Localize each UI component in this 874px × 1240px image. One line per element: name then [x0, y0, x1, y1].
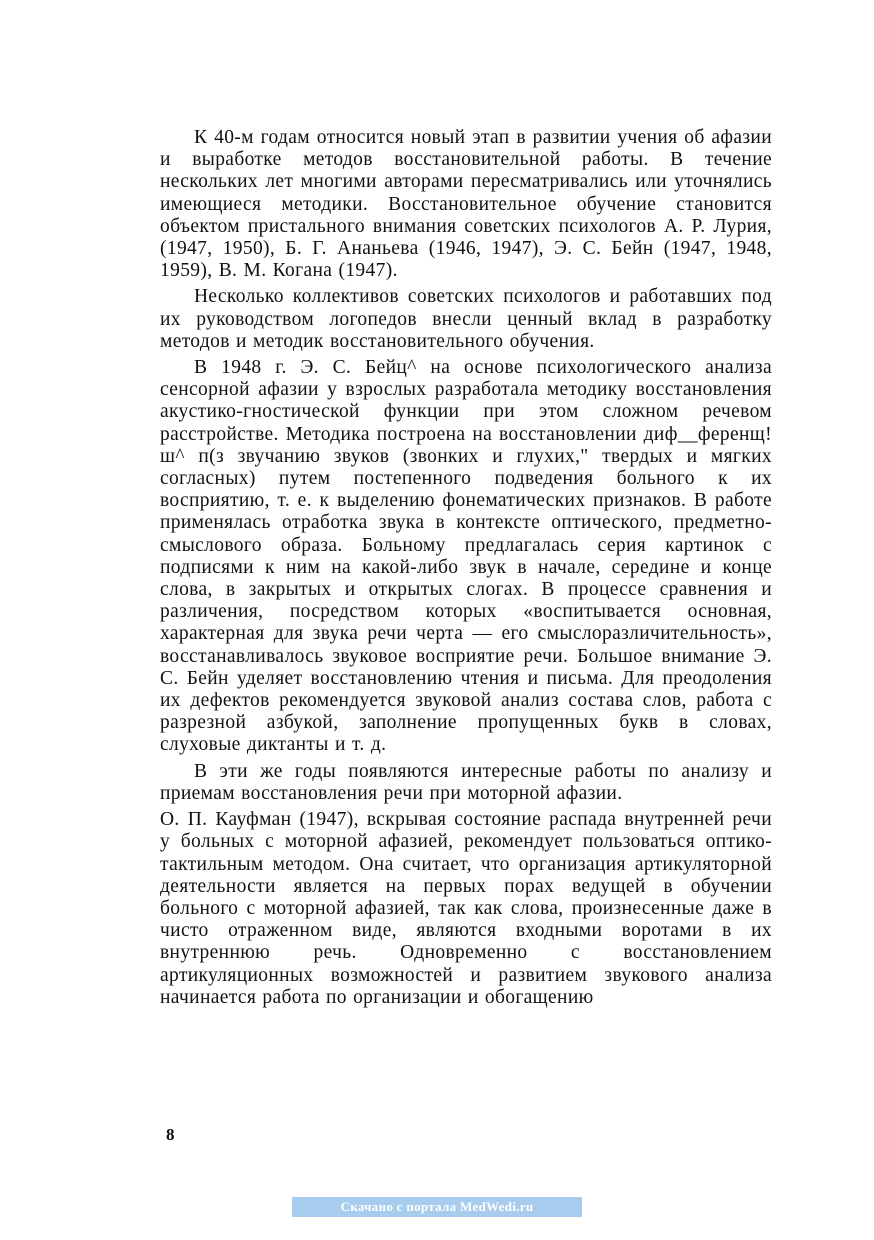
paragraph-1: К 40-м годам относится новый этап в развитии учения об афазии и выработке методов восстановительной работы. В течение нескольких лет многими авторами пересматривались или уточнялись имеющиеся методики. Восстановительное обучение становится объектом пристального внимания советских психологов А. Р. Лурия, (1947, 1950), Б. Г. Ананьева (1946, 1947), Э. С. Бейн (1947, 1948, 1959), В. М. Когана (1947).	[160, 127, 772, 282]
body-text	[160, 127, 772, 1013]
paragraph-3: В 1948 г. Э. С. Бейц^ на основе психологического анализа сенсорной афазии у взрослых разработала методику восстановления акустико-гностической функции при этом сложном речевом расстройстве. Методика построена на восстановлении диф__ференщ!ш^ п(з звучанию звуков (звонких и глухих," твердых и мягких согласных) путем постепенного подведения больного к их восприятию, т. е. к выделению фонематических признаков. В работе применялась отработка звука в контексте оптического, предметно-смыслового образа. Больному предлагалась серия картинок с подписями к ним на какой-либо звук в начале, середине и конце слова, в закрытых и открытых слогах. В процессе сравнения и различения, посредством которых «воспитывается основная, характерная для звука речи черта — его смыслоразличительность», восстанавливалось звуковое восприятие речи. Большое внимание Э. С. Бейн уделяет восстановлению чтения и письма. Для преодоления их дефектов рекомендуется звуковой анализ состава слов, работа с разрезной азбукой, заполнение пропущенных букв в словах, слуховые диктанты и т. д.	[160, 357, 772, 756]
paragraph-4: В эти же годы появляются интересные работы по анализу и приемам восстановления речи при моторной афазии.	[160, 760, 772, 804]
watermark-banner: Скачано с портала MedWedi.ru	[292, 1197, 582, 1217]
paragraph-5: О. П. Кауфман (1947), вскрывая состояние распада внутренней речи у больных с моторной афазией, рекомендует пользоваться оптико-тактильным методом. Она считает, что организация артикуляторной деятельности является на первых порах ведущей в обучении больного с моторной афазией, так как слова, произнесенные даже в чисто отраженном виде, являются входными воротами в их внутреннюю речь. Одновременно с восстановлением артикуляционных возможностей и развитием звукового анализа начинается работа по организации и обогащению	[160, 809, 772, 1008]
page-number: 8	[166, 1125, 175, 1144]
paragraph-2: Несколько коллективов советских психологов и работавших под их руководством логопедов внесли ценный вклад в разработку методов и методик восстановительного обучения.	[160, 286, 772, 352]
